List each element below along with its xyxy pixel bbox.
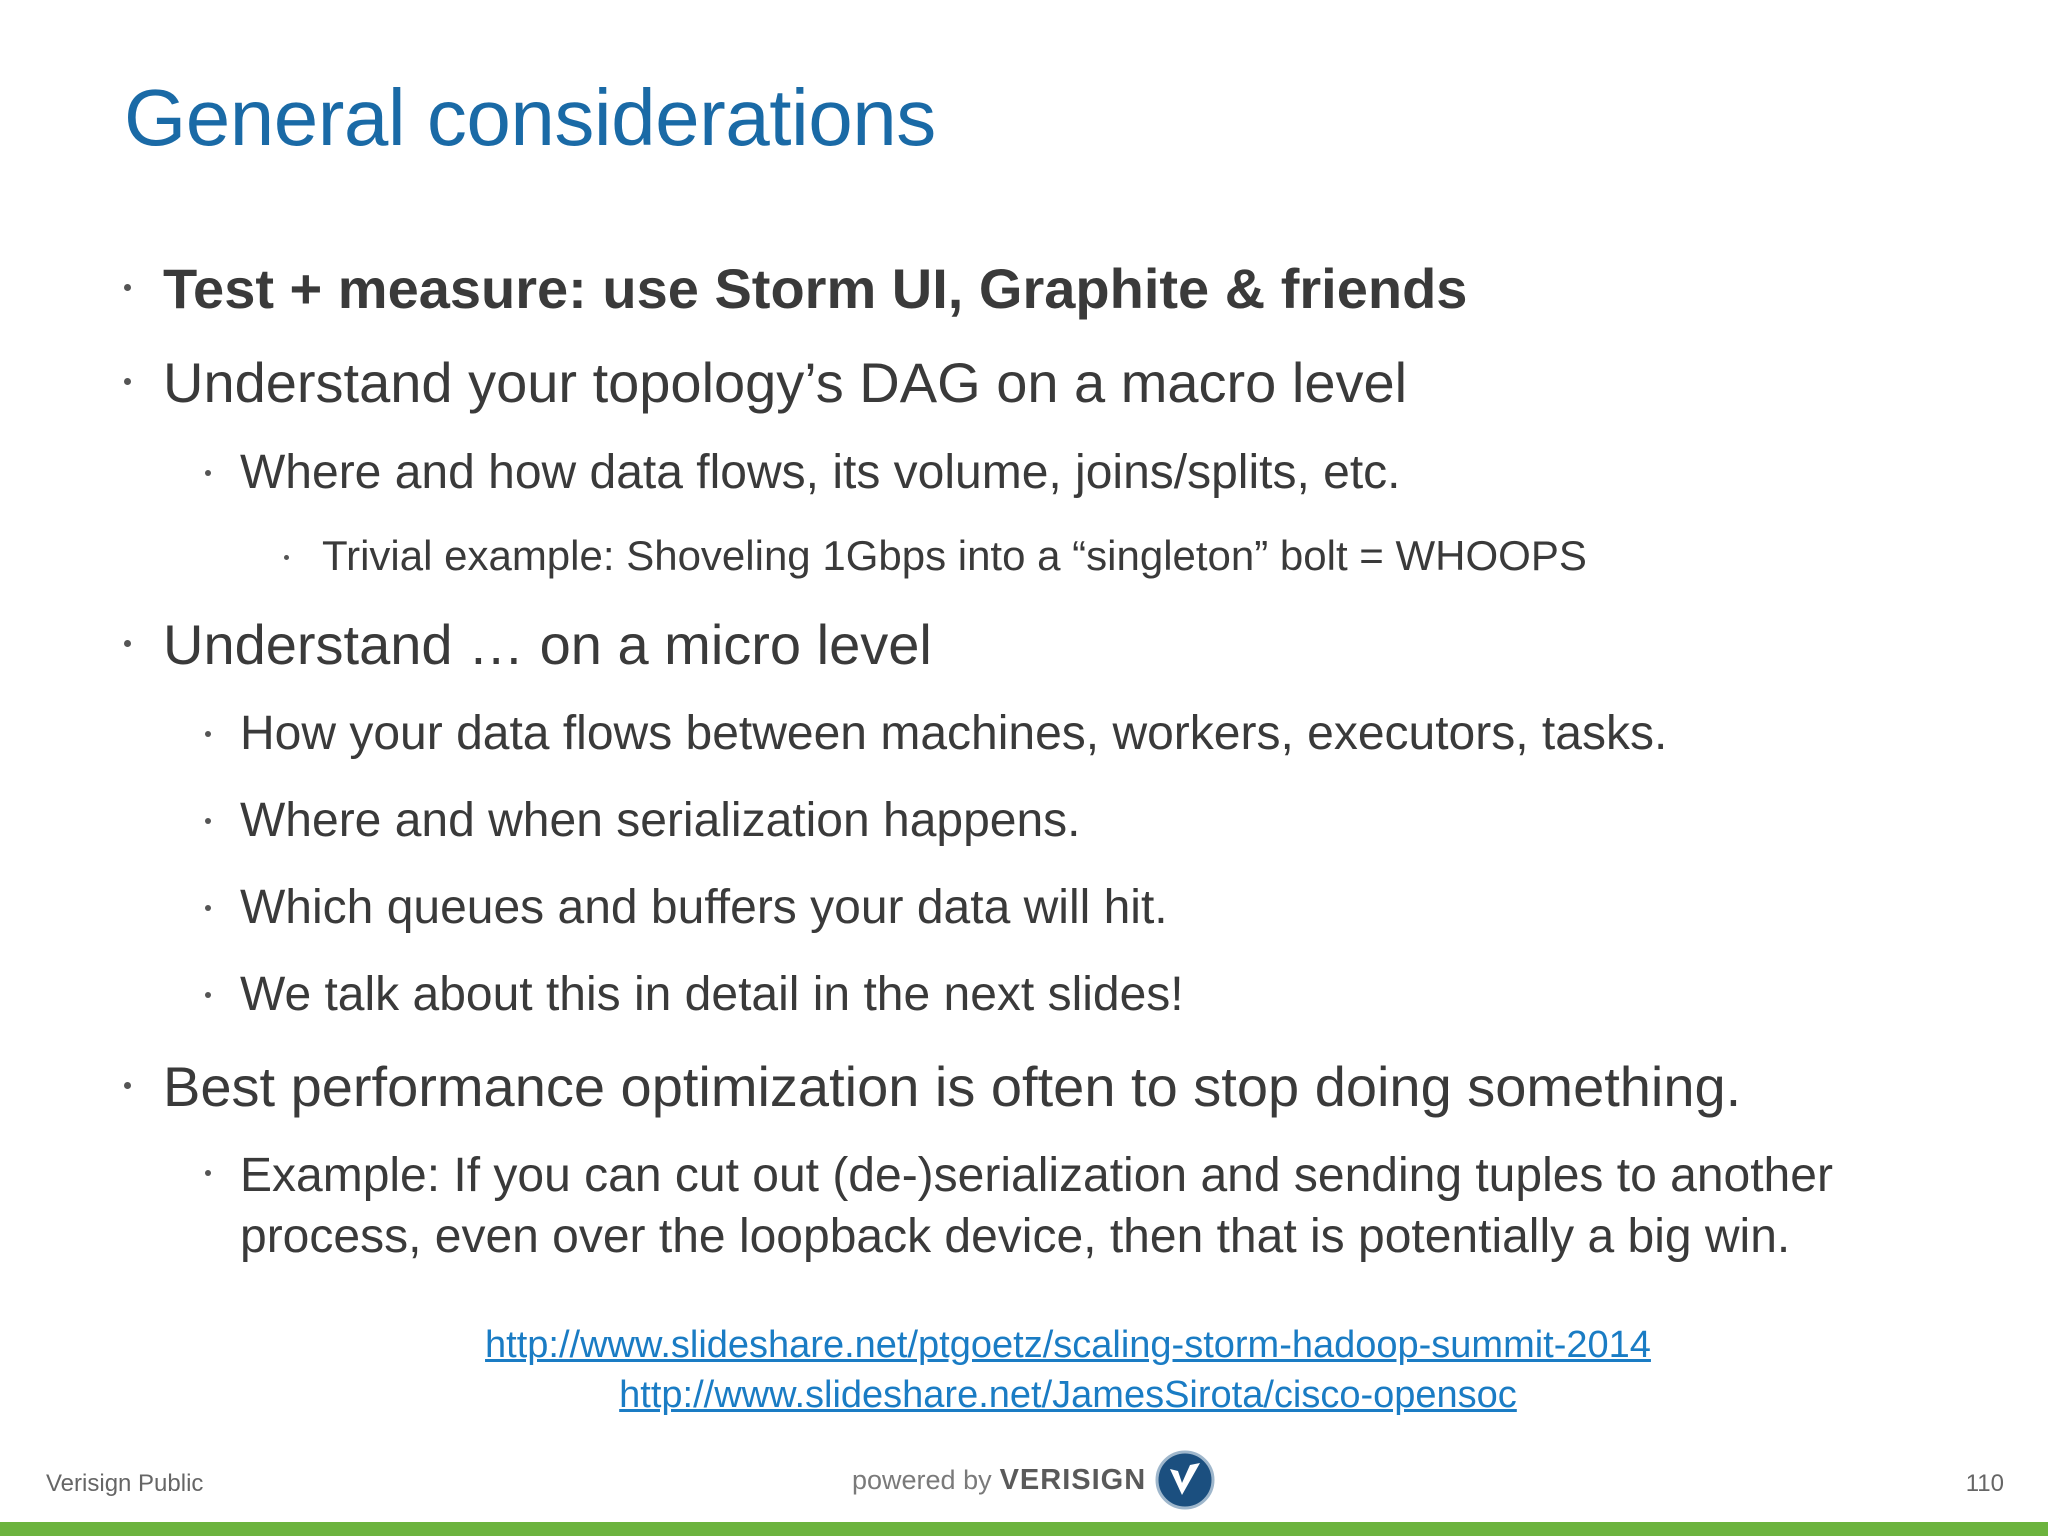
bullet-level2: [240, 1145, 2000, 1267]
accent-bar: [0, 1522, 2048, 1536]
reference-links: [0, 1320, 2048, 1420]
bullet-text: Understand … on a micro level: [163, 613, 932, 676]
bullet-level1: [163, 256, 1467, 321]
bullet-text: Where and when serialization happens.: [240, 794, 1081, 847]
bullet-level2: [240, 706, 1667, 761]
powered-by-text: powered by: [852, 1464, 992, 1495]
bullet-text: Best performance optimization is often to stop doing something.: [163, 1055, 1742, 1118]
bullet-dot-icon: [124, 640, 131, 647]
verisign-checkmark-logo-icon: [1154, 1449, 1216, 1511]
bullet-dot-icon: [205, 1170, 211, 1176]
bullet-level2: [240, 967, 1184, 1022]
bullet-text: Where and how data flows, its volume, joins/splits, etc.: [240, 446, 1401, 499]
bullet-level2: [240, 880, 1168, 935]
bullet-dot-icon: [124, 378, 131, 385]
brand-name: VERISIGN: [999, 1463, 1147, 1496]
bullet-text: Which queues and buffers your data will hit.: [240, 881, 1168, 934]
classification-label: Verisign Public: [46, 1470, 204, 1497]
bullet-level3: [322, 532, 1587, 580]
page-number: 110: [1965, 1470, 2004, 1497]
powered-by-brand: [852, 1448, 1216, 1512]
reference-link-2[interactable]: http://www.slideshare.net/JamesSirota/cisco-opensoc: [619, 1374, 1517, 1416]
bullet-text: Test + measure: use Storm UI, Graphite & friends: [163, 257, 1468, 320]
bullet-dot-icon: [124, 1082, 131, 1089]
bullet-text: Example: If you can cut out (de-)serialization and sending tuples to another process, even over the loopback device, then that is potentially a big win.: [240, 1149, 1833, 1263]
reference-link-1[interactable]: http://www.slideshare.net/ptgoetz/scaling-storm-hadoop-summit-2014: [485, 1324, 1651, 1366]
bullet-dot-icon: [205, 470, 211, 476]
bullet-level2: [240, 793, 1081, 848]
bullet-dot-icon: [284, 555, 289, 560]
bullet-level1: [163, 612, 932, 677]
bullet-dot-icon: [205, 905, 211, 911]
bullet-dot-icon: [205, 818, 211, 824]
bullet-dot-icon: [124, 284, 131, 291]
bullet-text: We talk about this in detail in the next slides!: [240, 968, 1184, 1021]
bullet-text: Trivial example: Shoveling 1Gbps into a “singleton” bolt = WHOOPS: [322, 532, 1587, 579]
bullet-text: How your data flows between machines, workers, executors, tasks.: [240, 707, 1668, 760]
bullet-text: Understand your topology’s DAG on a macro level: [163, 351, 1408, 414]
bullet-dot-icon: [205, 731, 211, 737]
bullet-dot-icon: [205, 992, 211, 998]
bullet-level2: [240, 445, 1401, 500]
bullet-level1: [163, 350, 1407, 415]
bullet-level1: [163, 1054, 1741, 1119]
slide-title: General considerations: [124, 73, 936, 162]
